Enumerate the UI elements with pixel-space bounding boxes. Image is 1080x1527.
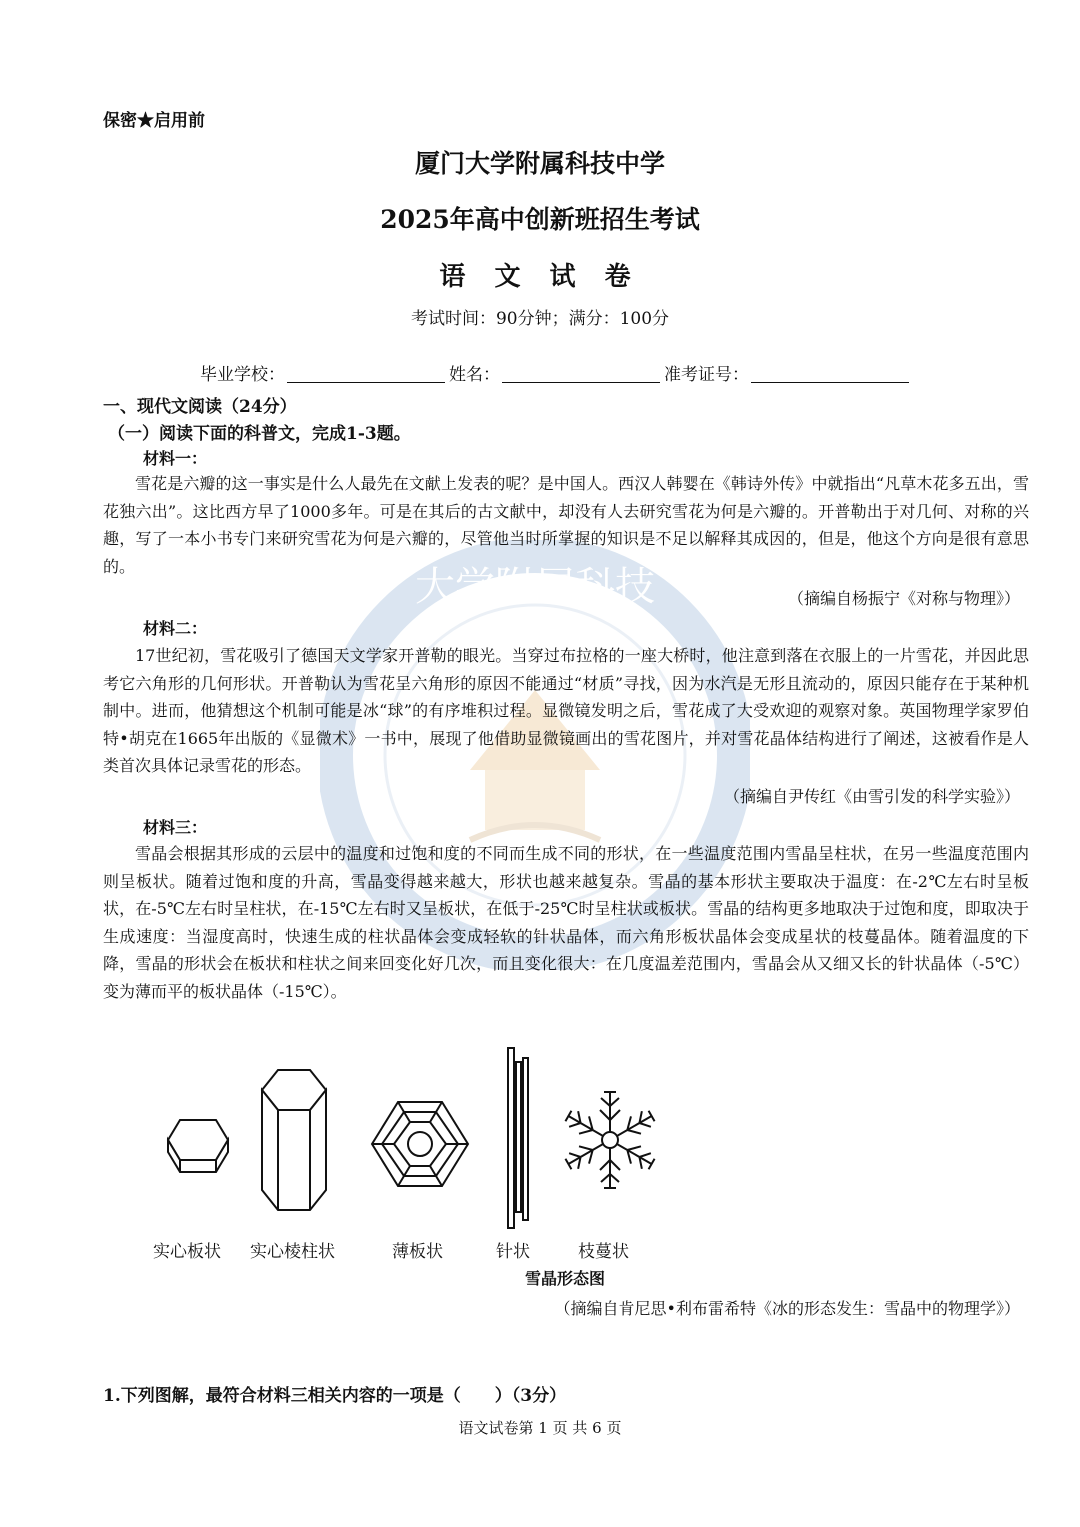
school-label: 毕业学校： [200,365,285,385]
material2-source: （摘编自尹传红《由雪引发的科学实验》） [723,787,1020,806]
figure-caption: 雪晶形态图 [524,1269,605,1288]
material2-text: 17世纪初，雪花吸引了德国天文学家开普勒的眼光。当穿过布拉格的一座大桥时，他注意到落在衣服上的一片雪花，并因此思考它六角形的几何形状。开普勒认为雪花呈六角形的原因不能通过“材质”寻找，因为水汽是无形且流动的，原因只能存在于某种机制中。进而，他猜想这个机制可能是冰“球”的有序堆积过程。显微镜发明之后，雪花成了大受欢迎的观察对象。英国物理学家罗伯特•胡克在1665年出版的《显微术》一书中，展现了他借助显微镜画出的雪花图片，并对雪花晶体结构进行了阐述，这被看作是人类首次具体记录雪花的形态。 [103,646,1029,775]
id-label: 准考证号： [664,365,749,385]
name-label: 姓名： [449,365,500,385]
page-footer: 语文试卷第 1 页 共 6 页 [458,1419,622,1437]
student-info-fields [200,360,913,385]
needle-crystal [508,1048,528,1228]
label-dendrite: 枝蔓状 [578,1242,629,1262]
solid-prism-crystal [262,1070,326,1210]
material1-source: （摘编自杨振宁《对称与物理》） [787,589,1020,608]
part-title: （一）阅读下面的科普文，完成1-3题。 [108,424,411,444]
exam-title: 2025年高中创新班招生考试 [380,205,700,234]
school-title: 厦门大学附属科技中学 [414,149,665,178]
material3-text: 雪晶会根据其形成的云层中的温度和过饱和度的不同而生成不同的形状，在一些温度范围内雪晶呈柱状，在另一些温度范围内则呈板状。随着过饱和度的升高，雪晶变得越来越大，形状也越来越复杂。雪晶的基本形状主要取决于温度：在-2℃左右时呈板状，在-5℃左右时呈柱状，在-15℃左右时又呈板状，在低于-25℃时呈柱状或板状。雪晶的结构更多地取决于过饱和度，即取决于生成速度：当湿度高时，快速生成的柱状晶体会变成轻软的针状晶体，而六角形板状晶体会变成星状的枝蔓晶体。随着温度的下降，雪晶的形状会在板状和柱状之间来回变化好几次，而且变化很大：在几度温差范围内，雪晶会从又细又长的针状晶体（-5℃）变为薄而平的板状晶体（-15℃）。 [103,844,1029,1001]
material3-label: 材料三： [143,818,208,837]
dendrite-crystal [563,1092,656,1188]
thin-plate-crystal [372,1102,468,1186]
confidential-mark: 保密★启用前 [103,111,205,131]
name-blank[interactable] [502,366,660,383]
section-title: 一、现代文阅读（24分） [103,397,297,417]
material1-label: 材料一： [143,449,208,468]
label-solid-prism: 实心棱柱状 [250,1242,335,1262]
school-blank[interactable] [287,366,445,383]
label-needle: 针状 [496,1242,530,1262]
id-blank[interactable] [751,366,909,383]
exam-info: 考试时间：90分钟；满分：100分 [410,309,670,329]
material2-label: 材料二： [143,619,208,638]
label-solid-plate: 实心板状 [153,1242,221,1262]
seal-text: 大学附属科技 [415,564,655,610]
solid-plate-crystal [168,1120,228,1172]
snow-crystal-figure [150,1040,690,1240]
material1-text: 雪花是六瓣的这一事实是什么人最先在文献上发表的呢？是中国人。西汉人韩婴在《韩诗外传》中就指出“凡草木花多五出，雪花独六出”。这比西方早了1000多年。可是在其后的古文献中，却没有人去研究雪花为何是六瓣的。开普勒出于对几何、对称的兴趣，写了一本小书专门来研究雪花为何是六瓣的，尽管他当时所掌握的知识是不足以解释其成因的，但是，他这个方向是很有意思的。 [103,474,1029,576]
figure-source: （摘编自肯尼思•利布雷希特《冰的形态发生：雪晶中的物理学》） [554,1299,1020,1318]
question-1: 1.下列图解，最符合材料三相关内容的一项是（ ）（3分） [103,1386,567,1406]
subject-title: 语 文 试 卷 [439,262,641,292]
label-thin-plate: 薄板状 [392,1242,443,1262]
